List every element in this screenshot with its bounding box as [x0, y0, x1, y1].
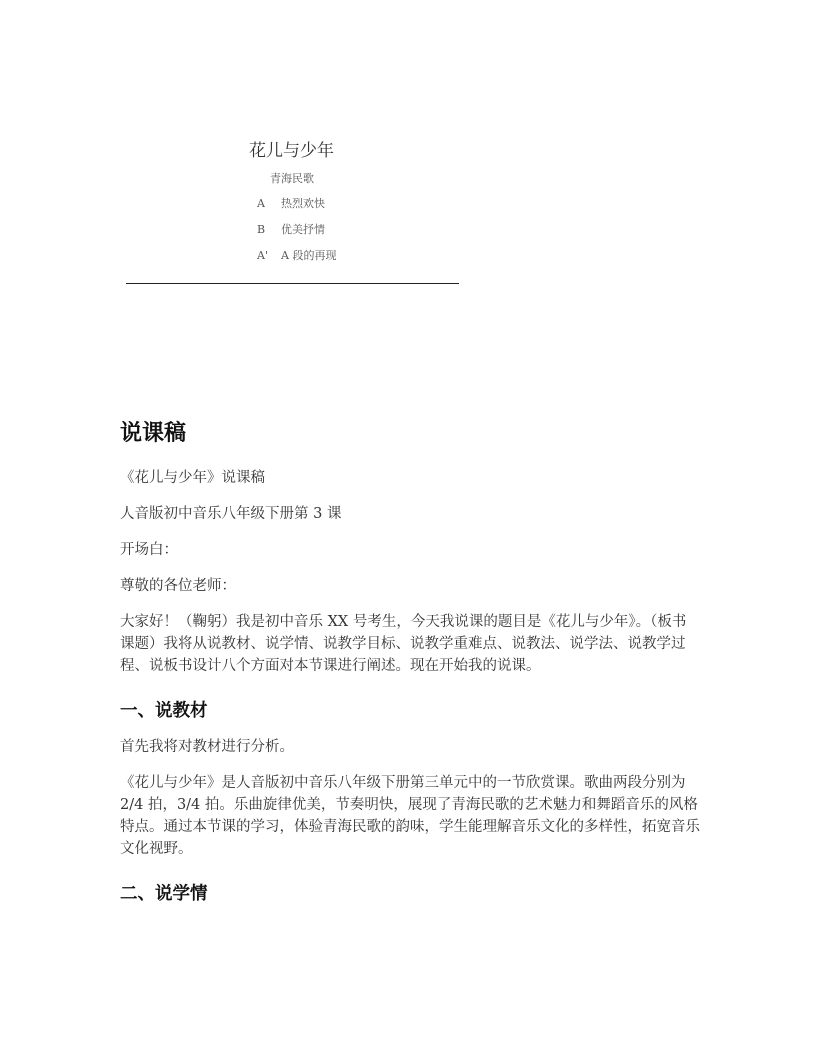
board-row-a — [257, 195, 325, 211]
board-title: 花儿与少年 — [249, 141, 334, 161]
greeting-line: 尊敬的各位老师： — [120, 578, 236, 594]
section-heading-textbook: 一、说教材 — [120, 701, 208, 721]
board-subtitle: 青海民歌 — [270, 172, 314, 185]
textbook-analysis-line: 首先我将对教材进行分析。 — [120, 739, 294, 755]
document-title: 说课稿 — [120, 421, 187, 446]
board-row-label: B — [257, 223, 266, 236]
blackboard-design — [0, 0, 816, 300]
board-row-b — [257, 221, 325, 237]
board-row-text: A 段的再现 — [281, 249, 337, 262]
document-body — [120, 416, 700, 919]
intro-paragraph: 大家好！（鞠躬）我是初中音乐 XX 号考生，今天我说课的题目是《花儿与少年》。（板书课题）我将从说教材、说学情、说教学目标、说教学重难点、说教法、说学法、说教学过程、说板书设计八个方面对本节课进行阐述。现在开始我的说课。 — [120, 614, 687, 674]
lesson-title-line: 《花儿与少年》说课稿 — [120, 470, 265, 486]
section-heading-students: 二、说学情 — [120, 884, 208, 904]
board-row-label: A — [257, 197, 265, 210]
textbook-analysis-paragraph: 《花儿与少年》是人音版初中音乐八年级下册第三单元中的一节欣赏课。歌曲两段分别为 2/4 拍，3/4 拍。乐曲旋律优美，节奏明快，展现了青海民歌的艺术魅力和舞蹈音乐的风格特点。通过本节课的学习，体验青海民歌的韵味，学生能理解音乐文化的多样性，拓宽音乐文化视野。 — [120, 775, 700, 857]
board-row-a-prime — [257, 247, 336, 263]
board-row-text: 热烈欢快 — [281, 197, 325, 210]
board-row-label: A' — [257, 249, 268, 262]
divider-line — [126, 283, 459, 284]
board-row-text: 优美抒情 — [281, 223, 325, 236]
textbook-line: 人音版初中音乐八年级下册第 3 课 — [120, 506, 342, 522]
opening-label: 开场白： — [120, 542, 178, 558]
